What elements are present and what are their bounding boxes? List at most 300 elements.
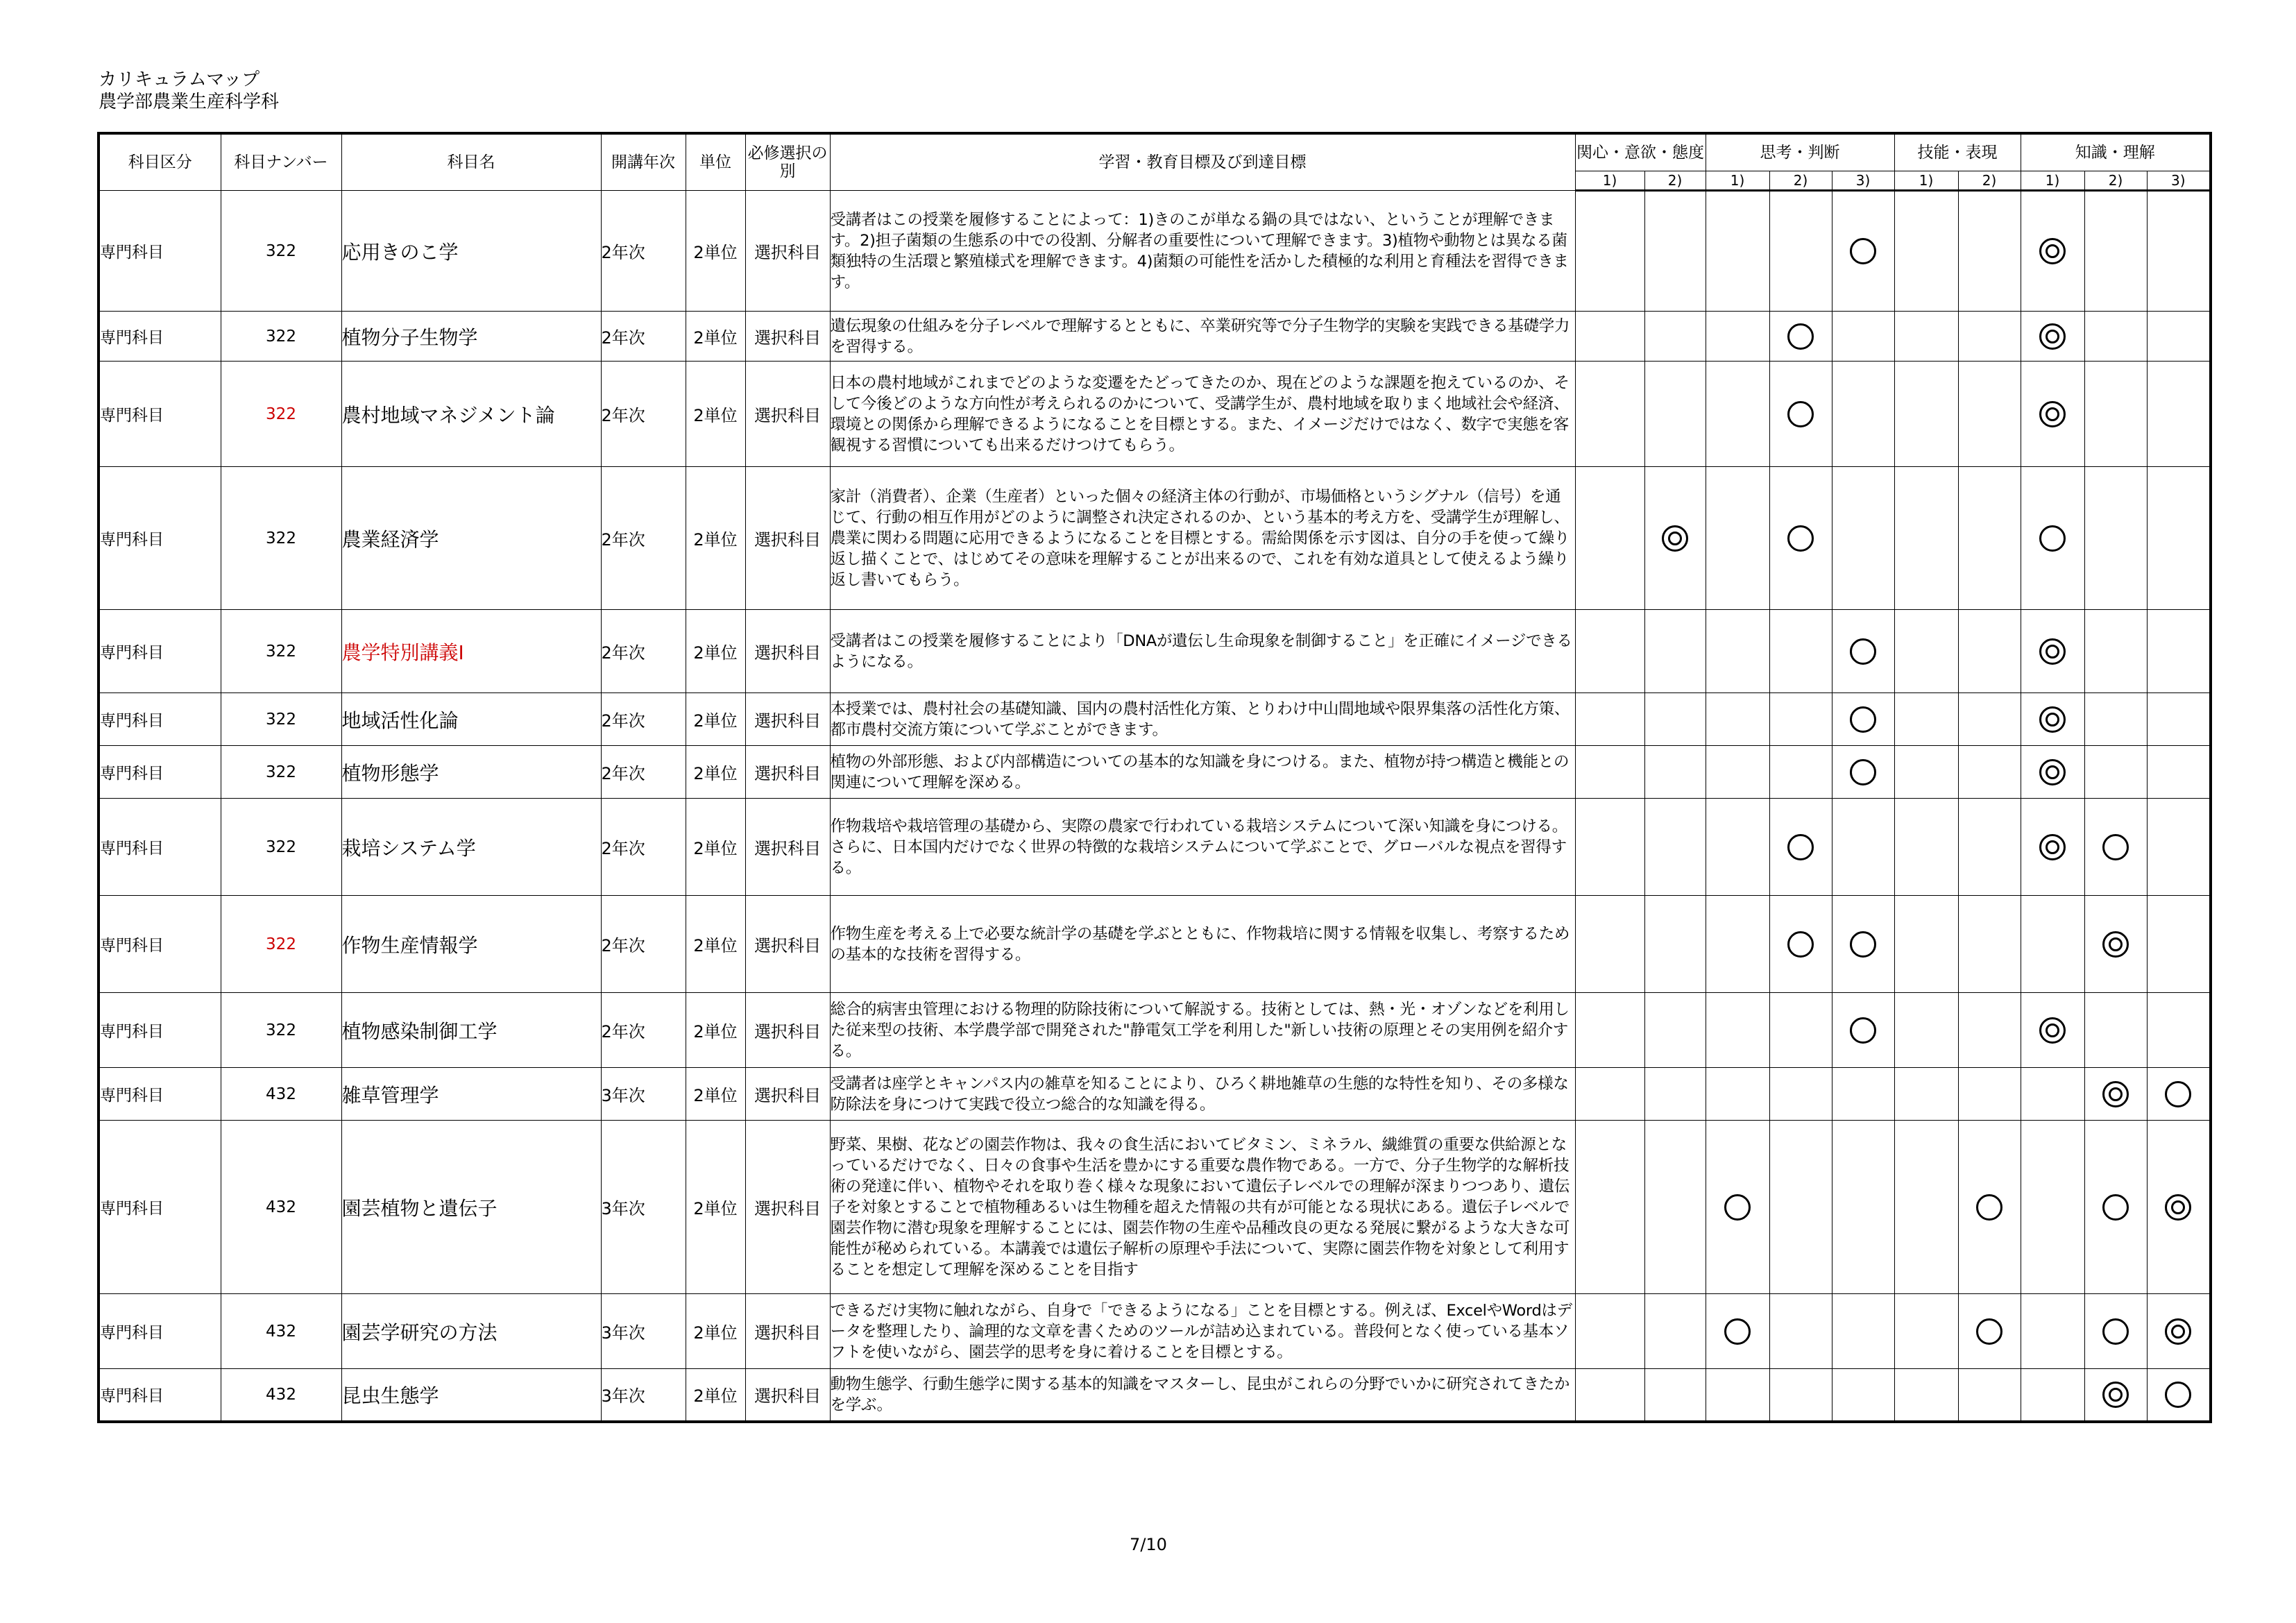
eval-cell [1575,1068,1644,1121]
table-row [99,610,2211,693]
row-course-name: 植物感染制御工学 [341,993,601,1068]
eval-cell [1575,746,1644,799]
eval-cell [1575,896,1644,993]
row-year: 2年次 [601,799,686,896]
row-credits: 2単位 [686,467,745,610]
eval-cell [1575,1121,1644,1294]
eval-cell [1706,746,1769,799]
eval-cell [1644,312,1706,362]
eval-cell [1832,191,1894,312]
row-number: 322 [221,799,341,896]
eval-cell [1894,993,1958,1068]
eval-cell [2084,896,2147,993]
eval-cell [2084,799,2147,896]
row-number: 322 [221,191,341,312]
row-credits: 2単位 [686,312,745,362]
double-circle-mark [2102,1382,2129,1408]
row-required: 選択科目 [745,312,830,362]
row-year: 2年次 [601,896,686,993]
sub-col: 1) [1575,171,1644,191]
eval-cell [1575,693,1644,746]
eval-cell [1769,993,1832,1068]
eval-cell [1644,799,1706,896]
eval-cell [1644,610,1706,693]
row-goal: 作物栽培や栽培管理の基礎から、実際の農家で行われている栽培システムについて深い知識を身につける。さらに、日本国内だけでなく世界の特徴的な栽培システムについて学ぶことで、グローバルな視点を習得する。 [830,799,1575,896]
group-thinking: 思考・判断 [1706,133,1894,171]
row-number: 432 [221,1294,341,1369]
row-required: 選択科目 [745,693,830,746]
eval-cell [1958,799,2021,896]
row-credits: 2単位 [686,362,745,467]
eval-cell [1769,362,1832,467]
circle-mark [1850,238,1876,264]
row-course-name: 農学特別講義Ⅰ [341,610,601,693]
row-required: 選択科目 [745,746,830,799]
eval-cell [1958,1294,2021,1369]
row-number: 322 [221,993,341,1068]
row-number: 322 [221,693,341,746]
eval-cell [1894,746,1958,799]
eval-cell [2021,1068,2084,1121]
row-number: 322 [221,610,341,693]
eval-cell [1832,1294,1894,1369]
row-number: 322 [221,746,341,799]
eval-cell [1706,610,1769,693]
row-goal: 作物生産を考える上で必要な統計学の基礎を学ぶとともに、作物栽培に関する情報を収集し、考察するための基本的な技術を習得する。 [830,896,1575,993]
row-required: 選択科目 [745,610,830,693]
eval-cell [2147,693,2211,746]
eval-cell [1832,362,1894,467]
eval-cell [2084,1369,2147,1422]
col-goal: 学習・教育目標及び到達目標 [830,133,1575,191]
table-row [99,191,2211,312]
eval-cell [2021,191,2084,312]
row-number: 322 [221,896,341,993]
group-skills: 技能・表現 [1894,133,2021,171]
double-circle-mark [2165,1194,2191,1221]
row-course-name: 農業経済学 [341,467,601,610]
eval-cell [1644,693,1706,746]
eval-cell [1958,1121,2021,1294]
eval-cell [2147,1068,2211,1121]
row-course-name: 園芸学研究の方法 [341,1294,601,1369]
circle-mark [1976,1194,2002,1221]
row-credits: 2単位 [686,993,745,1068]
col-credits: 単位 [686,133,745,191]
eval-cell [2147,312,2211,362]
eval-cell [1894,362,1958,467]
row-course-name: 農村地域マネジメント論 [341,362,601,467]
sub-col: 1) [1894,171,1958,191]
eval-cell [2021,1369,2084,1422]
row-goal: 動物生態学、行動生態学に関する基本的知識をマスターし、昆虫がこれらの分野でいかに研究されてきたかを学ぶ。 [830,1369,1575,1422]
eval-cell [2084,746,2147,799]
table-row [99,1121,2211,1294]
eval-cell [1832,896,1894,993]
row-goal: 遺伝現象の仕組みを分子レベルで理解するとともに、卒業研究等で分子生物学的実験を実践できる基礎学力を習得する。 [830,312,1575,362]
row-kubun: 専門科目 [99,693,221,746]
row-year: 3年次 [601,1294,686,1369]
eval-cell [1706,1121,1769,1294]
table-row [99,746,2211,799]
eval-cell [1769,693,1832,746]
eval-cell [2084,467,2147,610]
row-goal: 野菜、果樹、花などの園芸作物は、我々の食生活においてビタミン、ミネラル、繊維質の重要な供給源となっているだけでなく、日々の食事や生活を豊かにする重要な農作物である。一方で、分子生物学的な解析技術の発達に伴い、植物やそれを取り巻く様々な現象において遺伝子レベルでの理解が深まりつつあり、遺伝子を対象とすることで植物種あるいは生物種を超えた情報の共有が可能となる現状にある。遺伝子レベルで園芸作物に潜む現象を理解することには、園芸作物の生産や品種改良の更なる発展に繋がるような大きな可能性が秘められている。本講義では遺伝子解析の原理や手法について、実際に園芸作物を対象として利用することを想定して理解を深めることを目指す [830,1121,1575,1294]
eval-cell [1575,1369,1644,1422]
eval-cell [2084,312,2147,362]
row-required: 選択科目 [745,191,830,312]
eval-cell [2021,1121,2084,1294]
row-number: 432 [221,1068,341,1121]
eval-cell [1706,467,1769,610]
eval-cell [2021,799,2084,896]
eval-cell [1894,312,1958,362]
sub-col: 2) [1644,171,1706,191]
sub-col: 1) [1706,171,1769,191]
eval-cell [1575,362,1644,467]
eval-cell [2084,362,2147,467]
eval-cell [1958,993,2021,1068]
eval-cell [1894,896,1958,993]
row-kubun: 専門科目 [99,1068,221,1121]
eval-cell [1832,1369,1894,1422]
circle-mark [1850,931,1876,958]
double-circle-mark [2039,401,2066,427]
row-required: 選択科目 [745,993,830,1068]
eval-cell [1958,312,2021,362]
eval-cell [2147,467,2211,610]
circle-mark [1724,1194,1751,1221]
row-course-name: 応用きのこ学 [341,191,601,312]
row-kubun: 専門科目 [99,896,221,993]
eval-cell [2084,1121,2147,1294]
eval-cell [1706,191,1769,312]
row-course-name: 昆虫生態学 [341,1369,601,1422]
row-credits: 2単位 [686,1369,745,1422]
row-kubun: 専門科目 [99,467,221,610]
eval-cell [1644,1068,1706,1121]
eval-cell [2147,1369,2211,1422]
double-circle-mark [2039,238,2066,264]
circle-mark [1976,1318,2002,1345]
row-required: 選択科目 [745,799,830,896]
eval-cell [1644,467,1706,610]
eval-cell [1958,1369,2021,1422]
row-required: 選択科目 [745,467,830,610]
row-credits: 2単位 [686,1294,745,1369]
page-number: 7/10 [1130,1535,1167,1554]
double-circle-mark [2039,759,2066,785]
eval-cell [2147,362,2211,467]
eval-cell [2021,610,2084,693]
eval-cell [2147,993,2211,1068]
row-credits: 2単位 [686,896,745,993]
document-title: カリキュラムマップ [99,69,260,90]
circle-mark [1787,323,1814,350]
eval-cell [1706,1369,1769,1422]
row-kubun: 専門科目 [99,1294,221,1369]
eval-cell [1958,896,2021,993]
row-kubun: 専門科目 [99,191,221,312]
eval-cell [1769,1121,1832,1294]
eval-cell [1894,1068,1958,1121]
eval-cell [1769,467,1832,610]
eval-cell [1832,610,1894,693]
eval-cell [1832,312,1894,362]
eval-cell [2021,693,2084,746]
row-goal: できるだけ実物に触れながら、自身で「できるようになる」ことを目標とする。例えば、ExcelやWordはデータを整理したり、論理的な文章を書くためのツールが詰め込まれている。普段何となく使っている基本ソフトを使いながら、園芸学的思考を身に着けることを目標とする。 [830,1294,1575,1369]
row-year: 3年次 [601,1121,686,1294]
eval-cell [1706,1068,1769,1121]
row-required: 選択科目 [745,362,830,467]
row-course-name: 植物形態学 [341,746,601,799]
row-credits: 2単位 [686,610,745,693]
eval-cell [1769,1369,1832,1422]
eval-cell [1706,1294,1769,1369]
circle-mark [2102,1318,2129,1345]
department-name: 農学部農業生産科学科 [99,92,280,112]
row-course-name: 植物分子生物学 [341,312,601,362]
eval-cell [1832,467,1894,610]
eval-cell [1575,467,1644,610]
eval-cell [2084,1294,2147,1369]
eval-cell [1575,610,1644,693]
eval-cell [1958,467,2021,610]
eval-cell [2147,191,2211,312]
table-row [99,1068,2211,1121]
table-row [99,312,2211,362]
double-circle-mark [2039,706,2066,733]
circle-mark [1850,706,1876,733]
eval-cell [1769,896,1832,993]
table-row [99,799,2211,896]
eval-cell [1894,467,1958,610]
eval-cell [2021,312,2084,362]
double-circle-mark [2039,834,2066,860]
eval-cell [1644,1369,1706,1422]
eval-cell [2147,1294,2211,1369]
row-kubun: 専門科目 [99,312,221,362]
table-row [99,993,2211,1068]
row-number: 322 [221,312,341,362]
double-circle-mark [2039,323,2066,350]
row-credits: 2単位 [686,693,745,746]
row-year: 2年次 [601,693,686,746]
table-row [99,896,2211,993]
sub-col: 3) [1832,171,1894,191]
eval-cell [1644,896,1706,993]
circle-mark [2102,1194,2129,1221]
row-credits: 2単位 [686,746,745,799]
eval-cell [1575,1294,1644,1369]
row-course-name: 作物生産情報学 [341,896,601,993]
circle-mark [2165,1081,2191,1107]
eval-cell [2021,746,2084,799]
row-year: 3年次 [601,1068,686,1121]
row-goal: 総合的病害虫管理における物理的防除技術について解説する。技術としては、熱・光・オゾンなどを利用した従来型の技術、本学農学部で開発された"静電気工学を利用した"新しい技術の原理とその実用例を紹介する。 [830,993,1575,1068]
eval-cell [1894,1369,1958,1422]
group-interest: 関心・意欲・態度 [1575,133,1706,171]
row-number: 322 [221,467,341,610]
col-year: 開講年次 [601,133,686,191]
row-kubun: 専門科目 [99,799,221,896]
row-goal: 受講者は座学とキャンパス内の雑草を知ることにより、ひろく耕地雑草の生態的な特性を知り、その多様な防除法を身につけて実践で役立つ総合的な知識を得る。 [830,1068,1575,1121]
row-kubun: 専門科目 [99,1121,221,1294]
eval-cell [1958,610,2021,693]
row-year: 2年次 [601,467,686,610]
row-credits: 2単位 [686,1068,745,1121]
eval-cell [1832,746,1894,799]
table-row [99,467,2211,610]
eval-cell [1769,312,1832,362]
eval-cell [1832,1121,1894,1294]
eval-cell [1644,191,1706,312]
row-year: 2年次 [601,312,686,362]
sub-col: 3) [2147,171,2211,191]
circle-mark [1850,638,1876,665]
row-kubun: 専門科目 [99,746,221,799]
double-circle-mark [2039,638,2066,665]
row-required: 選択科目 [745,1294,830,1369]
eval-cell [2147,746,2211,799]
table-row [99,362,2211,467]
circle-mark [1787,401,1814,427]
row-kubun: 専門科目 [99,362,221,467]
eval-cell [1644,362,1706,467]
col-kubun: 科目区分 [99,133,221,191]
col-required: 必修選択の別 [745,133,830,191]
circle-mark [2039,525,2066,552]
eval-cell [2021,1294,2084,1369]
eval-cell [1706,896,1769,993]
eval-cell [1644,993,1706,1068]
eval-cell [1706,693,1769,746]
double-circle-mark [2102,1081,2129,1107]
row-course-name: 園芸植物と遺伝子 [341,1121,601,1294]
eval-cell [2021,993,2084,1068]
eval-cell [1644,1294,1706,1369]
row-number: 432 [221,1369,341,1422]
eval-cell [2084,191,2147,312]
table-row [99,1369,2211,1422]
eval-cell [1769,746,1832,799]
table-row [99,1294,2211,1369]
row-required: 選択科目 [745,1369,830,1422]
eval-cell [1832,1068,1894,1121]
eval-cell [1769,191,1832,312]
eval-cell [1894,1121,1958,1294]
double-circle-mark [2102,931,2129,958]
double-circle-mark [2165,1318,2191,1345]
eval-cell [2084,693,2147,746]
eval-cell [1706,362,1769,467]
row-year: 3年次 [601,1369,686,1422]
eval-cell [1575,799,1644,896]
table-row [99,693,2211,746]
eval-cell [1832,993,1894,1068]
row-credits: 2単位 [686,191,745,312]
circle-mark [2165,1382,2191,1408]
row-goal: 本授業では、農村社会の基礎知識、国内の農村活性化方策、とりわけ中山間地域や限界集落の活性化方策、都市農村交流方策について学ぶことができます。 [830,693,1575,746]
eval-cell [2084,610,2147,693]
row-course-name: 栽培システム学 [341,799,601,896]
eval-cell [2021,467,2084,610]
eval-cell [2084,993,2147,1068]
eval-cell [2147,896,2211,993]
row-kubun: 専門科目 [99,993,221,1068]
eval-cell [1832,693,1894,746]
eval-cell [1769,1294,1832,1369]
row-year: 2年次 [601,191,686,312]
eval-cell [1644,1121,1706,1294]
circle-mark [1787,834,1814,860]
eval-cell [1894,610,1958,693]
double-circle-mark [1662,525,1688,552]
curriculum-map-table [97,132,2212,1423]
eval-cell [1644,746,1706,799]
row-number: 322 [221,362,341,467]
col-number: 科目ナンバー [221,133,341,191]
row-goal: 日本の農村地域がこれまでどのような変遷をたどってきたのか、現在どのような課題を抱えているのか、そして今後どのような方向性が考えられるのかについて、受講学生が、農村地域を取りまく地域社会や経済、環境との関係から理解できるようになることを目標とする。また、イメージだけではなく、数字で実態を客観視する習慣についても出来るだけつけてもらう。 [830,362,1575,467]
eval-cell [1832,799,1894,896]
row-goal: 植物の外部形態、および内部構造についての基本的な知識を身につける。また、植物が持つ構造と機能との関連について理解を深める。 [830,746,1575,799]
row-required: 選択科目 [745,1121,830,1294]
eval-cell [1706,993,1769,1068]
sub-col: 2) [1958,171,2021,191]
eval-cell [1958,1068,2021,1121]
eval-cell [1706,312,1769,362]
circle-mark [1850,1017,1876,1044]
row-required: 選択科目 [745,896,830,993]
eval-cell [2021,896,2084,993]
row-year: 2年次 [601,362,686,467]
row-required: 選択科目 [745,1068,830,1121]
eval-cell [1575,993,1644,1068]
row-credits: 2単位 [686,1121,745,1294]
eval-cell [2147,1121,2211,1294]
eval-cell [1769,610,1832,693]
row-goal: 家計（消費者）、企業（生産者）といった個々の経済主体の行動が、市場価格というシグナル（信号）を通じて、行動の相互作用がどのように調整され決定されるのか、という基本的考え方を、受講学生が理解し、農業に関わる問題に応用できるようになることを目標とする。需給関係を示す図は、自分の手を使って繰り返し描くことで、はじめてその意味を理解することが出来るので、これを有効な道具として使えるよう繰り返し書いてもらう。 [830,467,1575,610]
row-goal: 受講者はこの授業を履修することにより「DNAが遺伝し生命現象を制御すること」を正確にイメージできるようになる。 [830,610,1575,693]
eval-cell [1958,693,2021,746]
circle-mark [1787,931,1814,958]
eval-cell [1894,1294,1958,1369]
eval-cell [1894,693,1958,746]
double-circle-mark [2039,1017,2066,1044]
eval-cell [1575,191,1644,312]
circle-mark [1850,759,1876,785]
row-year: 2年次 [601,993,686,1068]
eval-cell [1958,746,2021,799]
eval-cell [2147,799,2211,896]
eval-cell [1769,799,1832,896]
row-year: 2年次 [601,610,686,693]
eval-cell [1958,191,2021,312]
row-kubun: 専門科目 [99,1369,221,1422]
eval-cell [2021,362,2084,467]
eval-cell [1958,362,2021,467]
circle-mark [1724,1318,1751,1345]
row-number: 432 [221,1121,341,1294]
group-knowledge: 知識・理解 [2021,133,2211,171]
sub-col: 2) [1769,171,1832,191]
eval-cell [1769,1068,1832,1121]
row-goal: 受講者はこの授業を履修することによって：1)きのこが単なる鍋の具ではない、ということが理解できます。2)担子菌類の生態系の中での役割、分解者の重要性について理解できます。3)植物や動物とは異なる菌類独特の生活環と繁殖様式を理解できます。4)菌類の可能性を活かした積極的な利用と育種法を習得できます。 [830,191,1575,312]
row-course-name: 雑草管理学 [341,1068,601,1121]
row-kubun: 専門科目 [99,610,221,693]
eval-cell [1894,191,1958,312]
eval-cell [1706,799,1769,896]
